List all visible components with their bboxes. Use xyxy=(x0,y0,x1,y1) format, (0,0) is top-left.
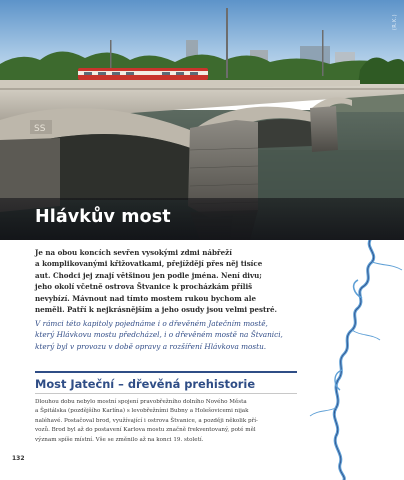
body-line: Dlouhou dobu nebylo mostní spojení pravobřežního dolního Nového Města xyxy=(35,399,247,405)
river-map xyxy=(292,240,404,480)
river-tributary xyxy=(372,262,402,270)
lead-line: aut. Chodci jej znají většinou jen podle jména. Není divu; xyxy=(35,270,262,280)
body-line: a Špitálska (pozdějšího Karlína) s levobřežními Bubny a Holešovicemi nijak xyxy=(35,408,249,415)
page-number: 132 xyxy=(12,455,25,462)
note-line: který Hlávkovu mostu předcházel, i o dřevěném mostě na Štvanici, xyxy=(35,330,283,340)
river-tributary xyxy=(352,330,380,340)
lead-paragraph xyxy=(35,247,297,315)
river-tributary xyxy=(310,408,336,416)
section-rule-bottom xyxy=(35,393,297,394)
body-paragraph xyxy=(35,398,297,445)
note-line: V rámci této kapitoly pojednáme i o dřevěném Jatečním mostě, xyxy=(35,319,268,328)
page-title: Hlávkův most xyxy=(35,207,171,227)
lead-line: Je na obou koncích sevřen vysokými zdmi nábřeží xyxy=(35,248,232,257)
lead-line: nevybízí. Mávnout nad tímto mostem rukou bychom ale xyxy=(35,293,256,303)
photo-credit: (R.K.) xyxy=(392,14,398,31)
note-line: který byl v provozu v době opravy a rozšíření Hlávkova mostu. xyxy=(35,341,267,351)
lead-line: jeho okolí včetně ostrova Štvanice k procházkám příliš xyxy=(35,282,253,292)
body-line: význam spíše místní. Vše se změnilo až na konci 19. století. xyxy=(35,436,204,443)
body-line: vozů. Brod byl až do postavení Karlova mostu značně frekventovaný, poté měl xyxy=(35,427,256,434)
body-line: naléhavé. Postačoval brod, využívající i ostrova Štvanice, a později několik pří- xyxy=(35,417,258,424)
svg-text:SS: SS xyxy=(34,124,46,134)
section-rule-top xyxy=(35,371,297,373)
river-channel xyxy=(334,240,373,480)
lead-line: neměli. Patří k nejkrásnějším a jeho osudy jsou velmi pestré. xyxy=(35,305,278,315)
chapter-note xyxy=(35,318,297,352)
lead-line: a komplikovanými křižovatkami, přejíždějí přes něj tisíce xyxy=(35,259,263,269)
section-heading: Most Jateční – dřevěná prehistorie xyxy=(35,377,256,391)
